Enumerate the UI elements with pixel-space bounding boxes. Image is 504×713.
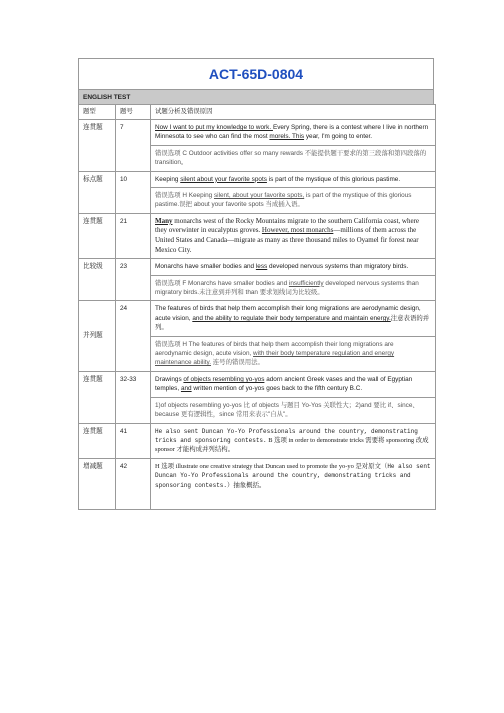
question-number: 7 [116,120,151,172]
table-row [79,458,436,509]
analysis-cell [151,458,436,509]
question-type: 比较级 [79,259,116,301]
test-sheet [78,58,434,510]
analysis-cell [151,213,436,258]
table-row [79,259,436,301]
error-analysis: 错误选项 H Keeping silent, about your favorite spots, is part of the mystique of this glorious pastime.误把 about your favorite spots 当成插入语。 [151,187,435,210]
table-row [79,423,436,458]
error-analysis: 1)of objects resembling yo-yos 比 of objects 与题目 Yo-Yos 关联性大；2)and 要比 if、since、because 更有逻辑性，since 常用来表示"自从"。 [151,397,435,420]
analysis-cell [151,120,436,172]
question-text: Monarchs have smaller bodies and less developed nervous systems than migratory birds. [155,263,409,271]
error-analysis: 错误选项 H The features of birds that help them accomplish their long migrations are aerodynamic design, acute vision, with their body temperature regulation and energy maintenance ability. 连号的错误用法。 [151,336,435,368]
section-label: ENGLISH TEST [78,89,434,104]
error-analysis: 错误选项 C Outdoor activities offer so many rewards 不能提供题干要求的第三段落和第四段落的 transition。 [151,145,435,168]
question-text: Now I want to put my knowledge to work. Every Spring, there is a contest where I live in northern Minnesota to see who can find the most morels. This year, I'm going to enter. [155,124,429,141]
table-row [79,171,436,213]
analysis-cell [151,371,436,423]
question-type: 连贯题 [79,423,116,458]
analysis-table [78,104,436,510]
question-text: Many monarchs west of the Rocky Mountains migrate to the southern California coast, where they overwinter in eucalyptus groves. However, most monarchs—millions of them across the United States and Canada—migrate as many as three thousand miles to Oyamel fir forest near Mexico City. [155,216,419,254]
question-text: Keeping silent about your favorite spots is part of the mystique of this glorious pastime. [155,175,401,183]
header-type: 题型 [79,105,116,120]
question-type: 并列题 [79,301,116,371]
question-type: 增减题 [79,458,116,509]
question-text: H 选项 illustrate one creative strategy that Duncan used to promote the yo-yo 是对原文（He also sent Duncan Yo-Yo Professionals around the country, demonstrating tricks and sponsoring contests.）抽象概括。 [155,462,431,489]
question-number: 42 [116,458,151,509]
error-analysis: 错误选项 F Monarchs have smaller bodies and insufficiently developed nervous systems than migratory birds.未注意到并列和 than 要求划线词为比较级。 [151,275,435,298]
table-header-row [79,105,436,120]
header-analysis: 试题分析及错误原因 [151,105,436,120]
question-type: 连贯题 [79,120,116,172]
question-number: 23 [116,259,151,301]
table-row [79,120,436,172]
table-row [79,371,436,423]
analysis-cell [151,171,436,213]
question-type: 连贯题 [79,371,116,423]
table-row [79,301,436,371]
analysis-cell [151,423,436,458]
question-text: The features of birds that help them accomplish their long migrations are aerodynamic design, acute vision, and the ability to regulate their body temperature and maintain energy.注意表语的并列。 [155,305,430,332]
question-number: 41 [116,423,151,458]
question-text: Drawings of objects resembling yo-yos adorn ancient Greek vases and the wall of Egyptian temples, and written mention of yo-yos goes back to the fifth century B.C. [155,375,413,393]
question-number: 10 [116,171,151,213]
document-title: ACT-65D-0804 [78,58,434,89]
analysis-cell [151,301,436,371]
header-num: 题号 [116,105,151,120]
question-type: 标点题 [79,171,116,213]
question-text: He also sent Duncan Yo-Yo Professionals around the country, demonstrating tricks and sponsoring contests. B 选项 in order to demonstrate tricks 需要将 sponsoring 改成 sponsor 才能构成并列结构。 [155,427,429,454]
question-number: 21 [116,213,151,258]
analysis-cell [151,259,436,301]
table-row [79,213,436,258]
question-number: 24 [116,301,151,371]
question-number: 32-33 [116,371,151,423]
question-type: 连贯题 [79,213,116,258]
